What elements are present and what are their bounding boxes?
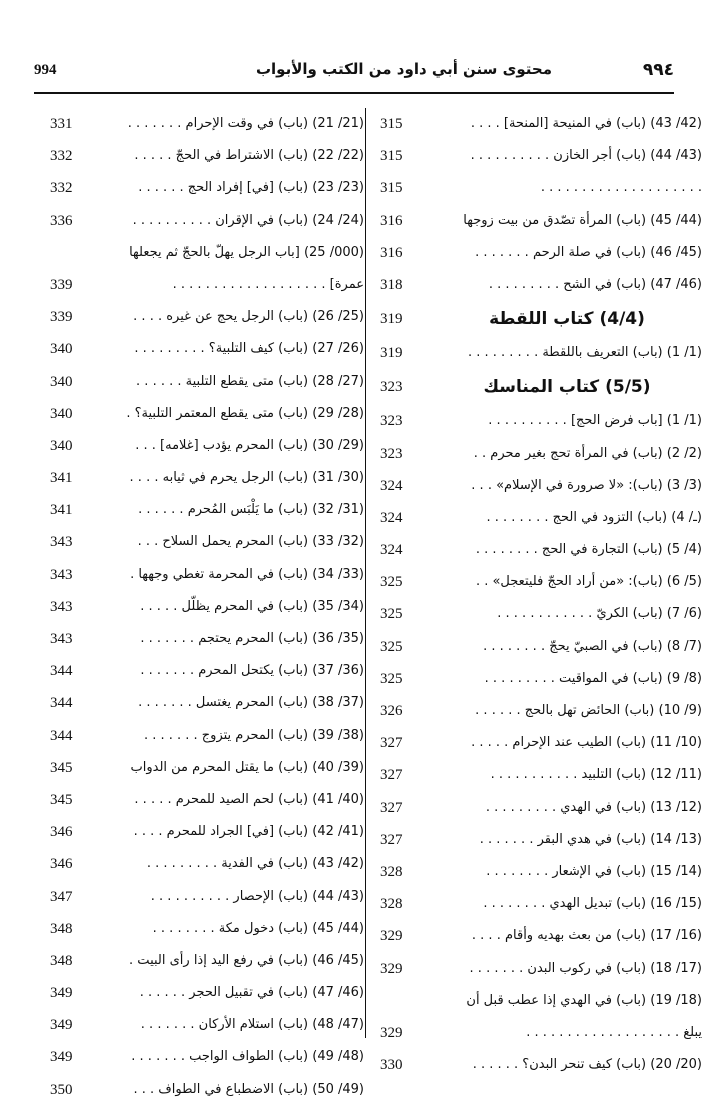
entry-title: (5/ 6) (باب): «من أراد الحجّ فليتعجل» . .: [475, 574, 702, 590]
entry-title: (46/ 47) (باب) في تقبيل الحجر . . . . . .: [139, 985, 364, 1001]
entry-page-number: 349: [50, 985, 73, 1002]
entry-title: (15/ 16) (باب) تبديل الهدي . . . . . . . .: [483, 896, 702, 912]
entry-title: (20/ 20) (باب) كيف تنحر البدن؟ . . . . . .: [472, 1057, 702, 1073]
entry-title: (25/ 26) (باب) الرجل يحج عن غيره . . . .: [133, 309, 364, 325]
toc-entry: [372, 237, 702, 269]
entry-title: (45/ 46) (باب) في رفع اليد إذا رأى البيت .: [129, 952, 364, 968]
toc-entry: [372, 534, 702, 566]
toc-entry: [372, 695, 702, 727]
toc-entry: [34, 526, 364, 558]
entry-page-number: 327: [380, 767, 403, 784]
entry-title: (6/ 7) (باب) الكريّ . . . . . . . . . . . .: [497, 606, 702, 622]
toc-entry: [34, 623, 364, 655]
entry-page-number: 349: [50, 1049, 73, 1066]
entry-title: (27/ 28) (باب) متى يقطع التلبية . . . . . .: [136, 373, 364, 389]
section-title: (4/4) كتاب اللقطة: [489, 309, 645, 330]
entry-page-number: 348: [50, 952, 73, 969]
entry-title: (40/ 41) (باب) لحم الصيد للمحرم . . . . .: [134, 791, 364, 807]
entry-page-number: 325: [380, 606, 403, 623]
entry-title: (45/ 46) (باب) في صلة الرحم . . . . . . .: [475, 244, 702, 260]
entry-page-number: 344: [50, 695, 73, 712]
toc-entry: [372, 953, 702, 985]
toc-entry: [372, 1017, 702, 1049]
toc-entry: [372, 1049, 702, 1081]
entry-title: يبلغ . . . . . . . . . . . . . . . . . . .: [526, 1024, 702, 1040]
toc-entry: [372, 663, 702, 695]
toc-entry: [34, 205, 364, 237]
toc-entry: [372, 566, 702, 598]
toc-entry: [34, 494, 364, 526]
entry-title: (46/ 47) (باب) في الشح . . . . . . . . .: [488, 276, 702, 292]
entry-title: (44/ 45) (باب) دخول مكة . . . . . . . .: [152, 920, 364, 936]
entry-title: (4/ 5) (باب) التجارة في الحج . . . . . . . .: [475, 542, 702, 558]
toc-entry: [34, 848, 364, 880]
entry-title: (49/ 50) (باب) الاضطباع في الطواف . . .: [133, 1081, 364, 1097]
entry-title: . . . . . . . . . . . . . . . . . . . .: [540, 180, 702, 196]
page-header: [34, 62, 674, 94]
entry-page-number: 326: [380, 703, 403, 719]
toc-entry: [372, 502, 702, 534]
entry-title: (32/ 33) (باب) المحرم يحمل السلاح . . .: [137, 534, 364, 550]
entry-page-number: 327: [380, 831, 403, 848]
entry-page-number: 339: [50, 309, 73, 326]
entry-page-number: 325: [380, 638, 403, 655]
entry-title: (23/ 23) (باب) [في] إفراد الحج . . . . . .: [138, 180, 364, 196]
toc-entry: [372, 337, 702, 369]
toc-entry: [372, 824, 702, 856]
entry-page-number: 315: [380, 148, 403, 165]
toc-entry: [372, 985, 702, 1017]
entry-title: (7/ 8) (باب) في الصبيّ يحجّ . . . . . . . .: [483, 638, 702, 654]
entry-page-number: 346: [50, 824, 73, 841]
entry-title: (2/ 2) (باب) في المرأة تحج بغير محرم . .: [473, 445, 702, 461]
right-column: [372, 108, 702, 1081]
entry-page-number: 324: [380, 542, 403, 559]
entry-page-number: 327: [380, 735, 403, 752]
toc-entry: [34, 977, 364, 1009]
entry-page-number: 348: [50, 920, 73, 937]
toc-entry: [34, 1074, 364, 1106]
entry-title: (41/ 42) (باب) [في] الجراد للمحرم . . . .: [133, 824, 364, 840]
toc-entry: [34, 913, 364, 945]
entry-title: (48/ 49) (باب) الطواف الواجب . . . . . . .: [131, 1049, 364, 1065]
entry-page-number: 347: [50, 888, 73, 905]
toc-entry: [372, 205, 702, 237]
entry-page-number: 329: [380, 1024, 403, 1041]
entry-title: (3/ 3) (باب): «لا صرورة في الإسلام» . . .: [471, 477, 702, 493]
toc-entry: [34, 1041, 364, 1073]
entry-title: (24/ 24) (باب) في الإقران . . . . . . . . . .: [132, 212, 364, 228]
toc-entry: [372, 269, 702, 301]
entry-page-number: 316: [380, 244, 403, 261]
toc-entry: [34, 752, 364, 784]
entry-page-number: 319: [380, 345, 403, 362]
toc-entry: [34, 1009, 364, 1041]
toc-entry: [34, 655, 364, 687]
toc-entry: [372, 470, 702, 502]
entry-title: (42/ 43) (باب) في المنيحة [المنحة] . . . .: [470, 116, 702, 131]
entry-page-number: 339: [50, 276, 73, 293]
entry-page-number: 349: [50, 1017, 73, 1034]
toc-entry: [34, 559, 364, 591]
entry-page-number: 341: [50, 502, 73, 519]
entry-title: (43/ 44) (باب) الإحصار . . . . . . . . . .: [150, 888, 364, 904]
entry-page-number: 324: [380, 509, 403, 526]
entry-page-number: 323: [380, 413, 403, 430]
entry-title: (10/ 11) (باب) الطيب عند الإحرام . . . . .: [471, 735, 702, 751]
toc-entry: [34, 720, 364, 752]
section-heading: [372, 301, 702, 337]
toc-entry: [372, 598, 702, 630]
entry-title: (16/ 17) (باب) من بعث بهديه وأقام . . . .: [471, 928, 702, 944]
entry-page-number: 315: [380, 180, 403, 197]
entry-title: (34/ 35) (باب) في المحرم يظلّل . . . . .: [140, 598, 364, 614]
entry-title: (1/ 1) (باب) التعريف باللقطة . . . . . . . . .: [467, 345, 702, 361]
entry-title: (39/ 40) (باب) ما يقتل المحرم من الدواب: [130, 759, 364, 775]
entry-title: (47/ 48) (باب) استلام الأركان . . . . . . .: [140, 1017, 364, 1033]
entry-page-number: 318: [380, 276, 403, 293]
toc-entry: [372, 792, 702, 824]
toc-entry: [372, 631, 702, 663]
entry-page-number: 345: [50, 759, 73, 776]
entry-title: (26/ 27) (باب) كيف التلبية؟ . . . . . . . . .: [134, 341, 364, 357]
toc-entry: [34, 333, 364, 365]
toc-entry: [34, 140, 364, 172]
entry-page-number: 345: [50, 791, 73, 808]
entry-title: (13/ 14) (باب) في هدي البقر . . . . . . .: [479, 831, 702, 847]
toc-entry: [34, 881, 364, 913]
entry-title: (33/ 34) (باب) في المحرمة تغطي وجهها .: [130, 566, 364, 582]
entry-title: (29/ 30) (باب) المحرم يؤدب [غلامه] . . .: [135, 437, 364, 453]
toc-entry: [34, 816, 364, 848]
toc-entry: [372, 920, 702, 952]
entry-page-number: 325: [380, 670, 403, 687]
section-heading: [372, 369, 702, 405]
entry-title: (21/ 21) (باب) في وقت الإحرام . . . . . . .: [127, 116, 364, 131]
entry-page-number: 350: [50, 1081, 73, 1098]
toc-entry: [34, 398, 364, 430]
entry-title: (11/ 12) (باب) التلبيد . . . . . . . . . . .: [490, 767, 702, 783]
entry-page-number: 343: [50, 566, 73, 583]
entry-title: (38/ 39) (باب) المحرم يتزوج . . . . . . .: [143, 727, 364, 743]
entry-page-number: 343: [50, 534, 73, 551]
entry-page-number: 324: [380, 477, 403, 494]
entry-title: (31/ 32) (باب) ما يَلْبَس المُحرم . . . . . .: [138, 502, 364, 518]
entry-page-number: 340: [50, 341, 73, 358]
toc-entry: [372, 140, 702, 172]
toc-entry: [34, 945, 364, 977]
entry-page-number: 344: [50, 663, 73, 680]
toc-entry: [34, 366, 364, 398]
entry-page-number: 332: [50, 180, 73, 197]
toc-entry: [34, 108, 364, 140]
entry-title: (44/ 45) (باب) المرأة تصّدق من بيت زوجها: [463, 212, 702, 228]
entry-page-number: 341: [50, 470, 73, 487]
entry-title: (000/ 25) [باب الرجل يهلّ بالحجّ ثم يجعلها: [129, 244, 364, 260]
toc-entry: [372, 888, 702, 920]
toc-entry: [34, 591, 364, 623]
entry-page-number: 327: [380, 799, 403, 816]
entry-page-number: 323: [380, 445, 403, 462]
toc-entry: [372, 172, 702, 204]
entry-page-number: 316: [380, 212, 403, 229]
entry-title: (ـ/ 4) (باب) التزود في الحج . . . . . . . .: [486, 509, 702, 525]
entry-page-number: 340: [50, 437, 73, 454]
toc-entry: [34, 237, 364, 269]
entry-page-number: 343: [50, 598, 73, 615]
entry-page-number: 340: [50, 405, 73, 422]
entry-title: (9/ 10) (باب) الحائض تهل بالحج . . . . . .: [475, 703, 702, 718]
entry-page-number: 329: [380, 960, 403, 977]
entry-title: (35/ 36) (باب) المحرم يحتجم . . . . . . .: [140, 631, 364, 646]
entry-page-number: 346: [50, 856, 73, 873]
entry-title: (8/ 9) (باب) في المواقيت . . . . . . . . .: [484, 670, 702, 686]
entry-page-number: 330: [380, 1057, 403, 1074]
entry-title: (42/ 43) (باب) في الفدية . . . . . . . . .: [146, 856, 364, 872]
entry-page-number: 331: [50, 116, 73, 132]
entry-title: (30/ 31) (باب) الرجل يحرم في ثيابه . . . .: [129, 470, 364, 486]
toc-entry: [372, 727, 702, 759]
entry-title: (36/ 37) (باب) يكتحل المحرم . . . . . . .: [140, 663, 364, 679]
entry-title: (22/ 22) (باب) الاشتراط في الحجّ . . . . .: [134, 148, 364, 164]
entry-page-number: 319: [380, 311, 403, 328]
entry-page-number: 344: [50, 727, 73, 744]
entry-page-number: 332: [50, 148, 73, 165]
toc-entry: [34, 687, 364, 719]
section-title: (5/5) كتاب المناسك: [483, 377, 651, 398]
entry-page-number: 328: [380, 863, 403, 880]
running-title: محتوى سنن أبي داود من الكتب والأبواب: [255, 60, 553, 78]
entry-page-number: 323: [380, 379, 403, 396]
page-number-arabic: ٩٩٤: [642, 60, 674, 80]
entry-page-number: 329: [380, 928, 403, 945]
entry-title: (28/ 29) (باب) متى يقطع المعتمر التلبية؟ .: [126, 405, 364, 421]
entry-title: عمرة] . . . . . . . . . . . . . . . . . . .: [172, 276, 364, 292]
entry-page-number: 343: [50, 631, 73, 647]
entry-title: (43/ 44) (باب) أجر الخازن . . . . . . . . . .: [470, 148, 702, 164]
toc-entry: [34, 269, 364, 301]
column-divider: [365, 108, 366, 1038]
entry-title: (1/ 1) [باب فرض الحج] . . . . . . . . . .: [488, 413, 702, 429]
entry-title: (18/ 19) (باب) في الهدي إذا عطب قبل أن: [466, 992, 702, 1008]
entry-title: (37/ 38) (باب) المحرم يغتسل . . . . . . .: [138, 695, 364, 711]
page-number-latin: 994: [34, 62, 57, 78]
entry-page-number: 336: [50, 212, 73, 229]
entry-page-number: 315: [380, 116, 403, 132]
entry-page-number: 325: [380, 574, 403, 591]
toc-entry: [34, 462, 364, 494]
entry-title: (17/ 18) (باب) في ركوب البدن . . . . . . .: [469, 960, 702, 976]
toc-entry: [34, 172, 364, 204]
entry-title: (14/ 15) (باب) في الإشعار . . . . . . . .: [486, 863, 702, 879]
entry-page-number: 328: [380, 896, 403, 913]
entry-title: (12/ 13) (باب) في الهدي . . . . . . . . .: [485, 799, 702, 815]
toc-entry: [34, 430, 364, 462]
left-column: [34, 108, 364, 1106]
toc-entry: [372, 759, 702, 791]
toc-entry: [34, 784, 364, 816]
toc-entry: [34, 301, 364, 333]
entry-page-number: 340: [50, 373, 73, 390]
toc-entry: [372, 108, 702, 140]
toc-entry: [372, 405, 702, 437]
toc-entry: [372, 856, 702, 888]
toc-entry: [372, 438, 702, 470]
